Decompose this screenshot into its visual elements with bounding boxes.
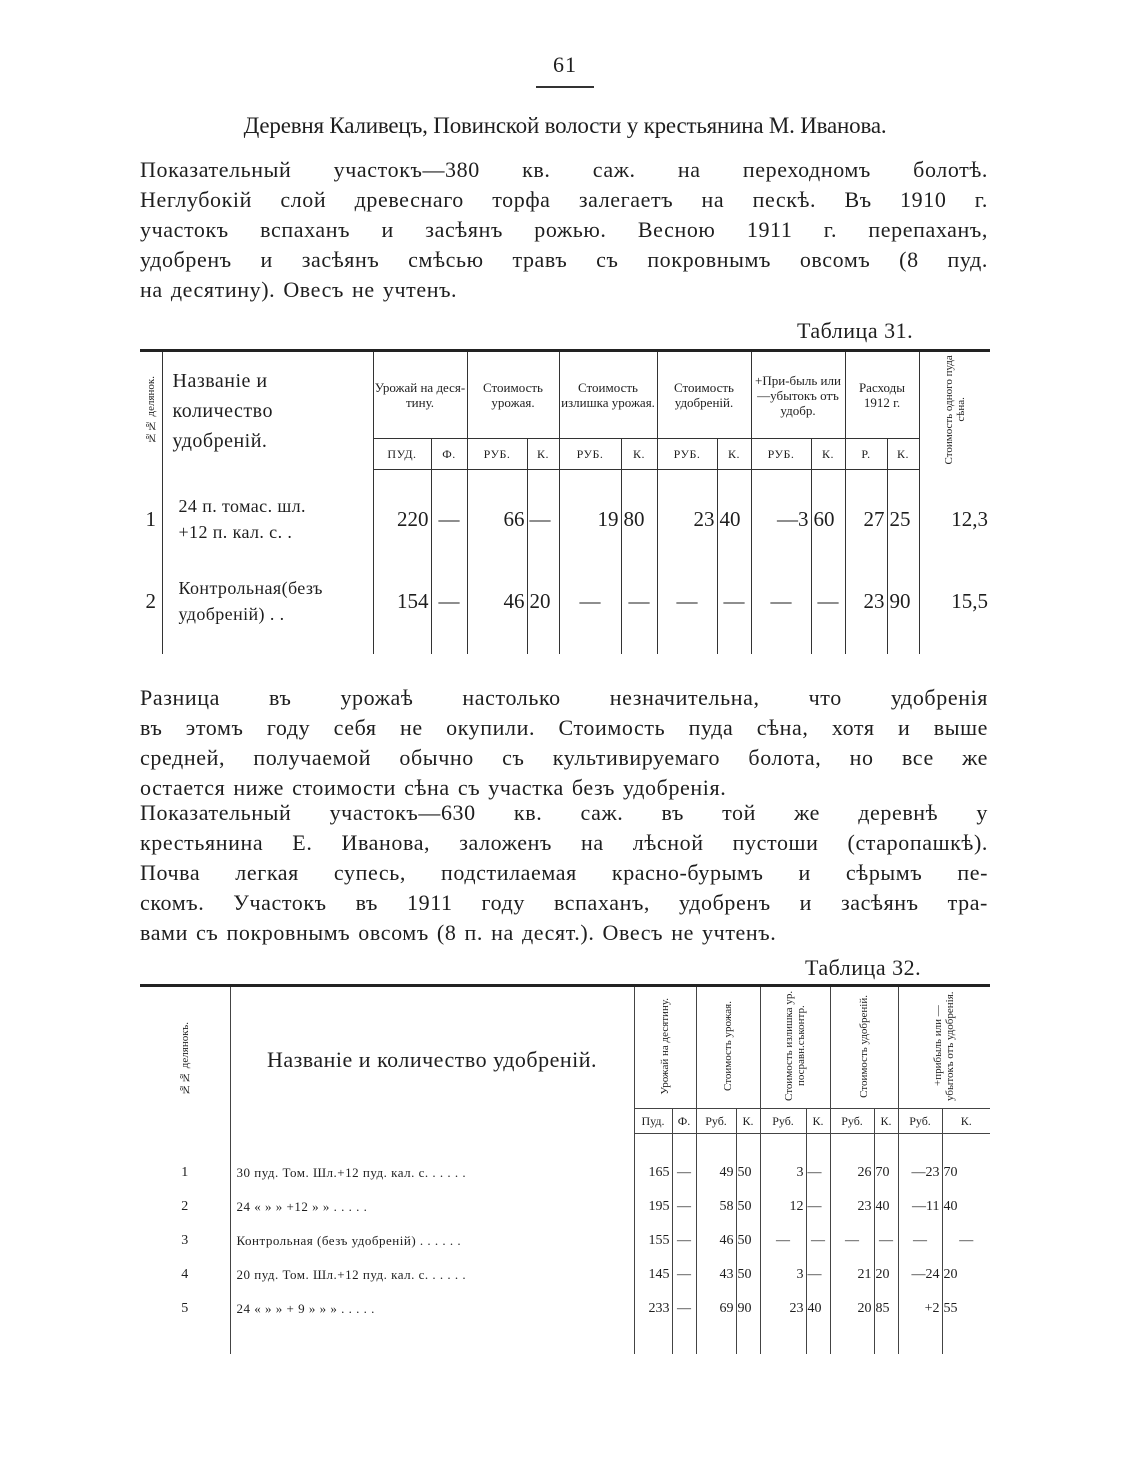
t32-row-name: 24 « » » +12 » » . . . . . (230, 1190, 634, 1224)
t32-row-name: Контрольная (безъ удобреній) . . . . . . (230, 1224, 634, 1258)
t31-unit: К. (717, 439, 751, 470)
t32-cell: 40 (942, 1190, 990, 1224)
t31-row-name: 24 п. томас. шл. +12 п. кал. с. . (162, 478, 373, 560)
paragraph-2 (140, 683, 988, 803)
t32-cell: — (806, 1258, 830, 1292)
t31-unit: РУБ. (751, 439, 811, 470)
t32-unit: Руб. (830, 1109, 874, 1134)
t32-cell: — (672, 1224, 696, 1258)
t32-cell: 55 (942, 1292, 990, 1326)
t31-cell: 15,5 (919, 560, 990, 642)
t31-cell: — (527, 478, 559, 560)
t32-cell: 50 (736, 1258, 760, 1292)
t32-unit: Руб. (696, 1109, 736, 1134)
paragraph-line: Неглубокій слой древеснаго торфа залегаетъ на пескѣ. Въ 1910 г. (140, 187, 988, 212)
paragraph-line: скомъ. Участокъ въ 1911 году вспаханъ, удобренъ и засѣянъ тра- (140, 890, 988, 915)
t32-cell: — (672, 1190, 696, 1224)
t32-cell: 50 (736, 1190, 760, 1224)
t31-cell: 154 (373, 560, 431, 642)
t31-cell: 40 (717, 478, 751, 560)
t31-unit: РУБ. (467, 439, 527, 470)
t32-header-surplus-cost: Стоимость излишка ур. посравн.съконтр. (760, 986, 830, 1109)
table-row (140, 560, 990, 642)
t32-cell: 58 (696, 1190, 736, 1224)
t31-row-num: 1 (145, 506, 156, 531)
t32-cell: 20 (874, 1258, 898, 1292)
t31-cell: 12,3 (919, 478, 990, 560)
t32-cell: 23 (830, 1190, 874, 1224)
t32-cell: —23 (898, 1156, 942, 1190)
t31-cell: 25 (887, 478, 919, 560)
t31-cell: 66 (467, 478, 527, 560)
t32-unit: Руб. (898, 1109, 942, 1134)
t31-cell: — (621, 560, 657, 642)
t32-unit: Руб. (760, 1109, 806, 1134)
t32-row-num: 3 (181, 1233, 189, 1248)
t31-cell: 23 (845, 560, 887, 642)
t32-cell: — (806, 1190, 830, 1224)
t32-cell: — (942, 1224, 990, 1258)
t32-cell: 70 (874, 1156, 898, 1190)
t32-cell: —24 (898, 1258, 942, 1292)
paragraph-line: Показательный участокъ—380 кв. саж. на переходномъ болотѣ. (140, 157, 988, 182)
t32-cell: — (672, 1156, 696, 1190)
t32-header-num: №№ делянокъ. (178, 1022, 191, 1096)
t31-row-num: 2 (145, 588, 156, 613)
t32-cell: 155 (634, 1224, 672, 1258)
t32-cell: 49 (696, 1156, 736, 1190)
paragraph-line: остается ниже стоимости сѣна съ участка безъ удобренія. (140, 775, 727, 800)
t32-cell: — (672, 1258, 696, 1292)
t31-cell: 19 (559, 478, 621, 560)
t32-cell: —11 (898, 1190, 942, 1224)
t32-cell: +2 (898, 1292, 942, 1326)
paragraph-line: участокъ вспаханъ и засѣянъ рожью. Весною 1911 г. перепаханъ, (140, 217, 988, 242)
t32-cell: 145 (634, 1258, 672, 1292)
t32-cell: 85 (874, 1292, 898, 1326)
t32-header-profit: +прибыль или —убытокъ отъ удобренія. (898, 986, 990, 1109)
t31-unit: РУБ. (559, 439, 621, 470)
t31-header-surplus-cost: Стоимость излишка урожая. (559, 351, 657, 439)
t32-header-yield: Урожай на десятину. (634, 986, 696, 1109)
t32-cell: 3 (760, 1258, 806, 1292)
t31-header-fert-cost: Стоимость удобреній. (657, 351, 751, 439)
t31-unit: ПУД. (373, 439, 431, 470)
paragraph-line: Разница въ урожаѣ настолько незначительна, что удобренія (140, 685, 988, 710)
t31-unit: Р. (845, 439, 887, 470)
paragraph-line: вами съ покровнымъ овсомъ (8 п. на десят.). Овесъ не учтенъ. (140, 920, 777, 945)
t31-cell: 20 (527, 560, 559, 642)
table-31 (140, 349, 990, 654)
t32-row-num: 1 (181, 1165, 189, 1180)
t31-cell: — (717, 560, 751, 642)
table-32-caption: Таблица 32. (805, 955, 922, 980)
t31-unit: К. (811, 439, 845, 470)
table-row (140, 1224, 990, 1258)
t31-header-yield: Урожай на деся-тину. (373, 351, 467, 439)
t32-cell: 90 (736, 1292, 760, 1326)
t32-cell: — (830, 1224, 874, 1258)
page-number: 61 (553, 52, 577, 77)
t31-cell: — (559, 560, 621, 642)
t31-unit: К. (527, 439, 559, 470)
t32-cell: — (806, 1156, 830, 1190)
table-row (140, 1156, 990, 1190)
t32-row-name: 20 пуд. Том. Шл.+12 пуд. кал. с. . . . . . (230, 1258, 634, 1292)
t31-cell: 80 (621, 478, 657, 560)
t32-cell: 21 (830, 1258, 874, 1292)
t31-unit: РУБ. (657, 439, 717, 470)
page-number-rule (536, 86, 594, 88)
t31-header-pood-cost: Стоимость одного пуда сѣна. (919, 351, 990, 470)
t31-header-name: Названіе и количество удобреній. (162, 351, 373, 470)
t32-cell: 46 (696, 1224, 736, 1258)
table-row (140, 1292, 990, 1326)
t32-cell: — (760, 1224, 806, 1258)
t32-cell: 12 (760, 1190, 806, 1224)
paragraph-line: Показательный участокъ—630 кв. саж. въ той же деревнѣ у (140, 800, 988, 825)
t32-cell: 23 (760, 1292, 806, 1326)
t31-cell: 220 (373, 478, 431, 560)
t32-row-num: 5 (181, 1301, 189, 1316)
t31-header-harvest-cost: Стоимость урожая. (467, 351, 559, 439)
t32-unit: К. (806, 1109, 830, 1134)
t32-unit: К. (942, 1109, 990, 1134)
t31-unit: Ф. (431, 439, 467, 470)
t31-cell: 46 (467, 560, 527, 642)
t32-unit: Ф. (672, 1109, 696, 1134)
t32-cell: 3 (760, 1156, 806, 1190)
paragraph-line: средней, получаемой обычно съ культивируемаго болота, но все же (140, 745, 988, 770)
table-row (140, 1190, 990, 1224)
t32-cell: — (806, 1224, 830, 1258)
t32-cell: 69 (696, 1292, 736, 1326)
t32-cell: 50 (736, 1156, 760, 1190)
paragraph-3 (140, 798, 988, 948)
t32-header-name: Названіе и количество удобреній. (230, 986, 634, 1134)
paragraph-line: удобренъ и засѣянъ смѣсью травъ съ покровнымъ овсомъ (8 пуд. (140, 247, 988, 272)
t32-cell: 43 (696, 1258, 736, 1292)
t32-row-num: 2 (181, 1199, 189, 1214)
t32-cell: 40 (874, 1190, 898, 1224)
paragraph-line: крестьянина Е. Иванова, заложенъ на лѣсной пустоши (старопашкѣ). (140, 830, 988, 855)
t32-cell: — (898, 1224, 942, 1258)
paragraph-line: на десятину). Овесъ не учтенъ. (140, 277, 458, 302)
t31-cell: — (751, 560, 811, 642)
paragraph-line: въ этомъ году себя не окупили. Стоимость пуда сѣна, хотя и выше (140, 715, 988, 740)
t31-cell: 27 (845, 478, 887, 560)
t31-cell: —3 (751, 478, 811, 560)
t32-cell: 70 (942, 1156, 990, 1190)
t31-cell: — (431, 560, 467, 642)
table-31-caption: Таблица 31. (797, 318, 914, 343)
t31-cell: — (657, 560, 717, 642)
t32-row-name: 30 пуд. Том. Шл.+12 пуд. кал. с. . . . . . (230, 1156, 634, 1190)
t32-cell: 40 (806, 1292, 830, 1326)
t32-cell: — (672, 1292, 696, 1326)
t31-cell: 60 (811, 478, 845, 560)
t32-cell: 165 (634, 1156, 672, 1190)
table-row (140, 1258, 990, 1292)
t31-header-expenses: Расходы 1912 г. (845, 351, 919, 439)
t31-header-profit: +При-быль или —убытокъ отъ удобр. (751, 351, 845, 439)
t31-row-name: Контрольная(безъ удобреній) . . (162, 560, 373, 642)
t32-header-harvest-cost: Стоимость урожая. (696, 986, 760, 1109)
t32-row-num: 4 (181, 1267, 189, 1282)
t31-cell: 23 (657, 478, 717, 560)
t32-cell: — (874, 1224, 898, 1258)
t32-row-name: 24 « » » + 9 » » » . . . . . (230, 1292, 634, 1326)
t32-cell: 26 (830, 1156, 874, 1190)
paragraph-1 (140, 155, 988, 305)
t31-cell: — (431, 478, 467, 560)
t32-unit: К. (874, 1109, 898, 1134)
t31-cell: — (811, 560, 845, 642)
t32-cell: 50 (736, 1224, 760, 1258)
t32-cell: 20 (830, 1292, 874, 1326)
t32-unit: Пуд. (634, 1109, 672, 1134)
t31-cell: 90 (887, 560, 919, 642)
t31-unit: К. (621, 439, 657, 470)
table-row (140, 478, 990, 560)
t31-header-num: №№ делянок. (144, 375, 157, 443)
t32-cell: 233 (634, 1292, 672, 1326)
paragraph-line: Почва легкая супесь, подстилаемая красно-бурымъ и сѣрымъ пе- (140, 860, 988, 885)
t32-unit: К. (736, 1109, 760, 1134)
t32-cell: 195 (634, 1190, 672, 1224)
t32-header-fert-cost: Стоимость удобреній. (830, 986, 898, 1109)
t31-unit: К. (887, 439, 919, 470)
t32-cell: 20 (942, 1258, 990, 1292)
table-32 (140, 984, 990, 1354)
section-heading: Деревня Каливецъ, Повинской волости у крестьянина М. Иванова. (243, 113, 887, 138)
